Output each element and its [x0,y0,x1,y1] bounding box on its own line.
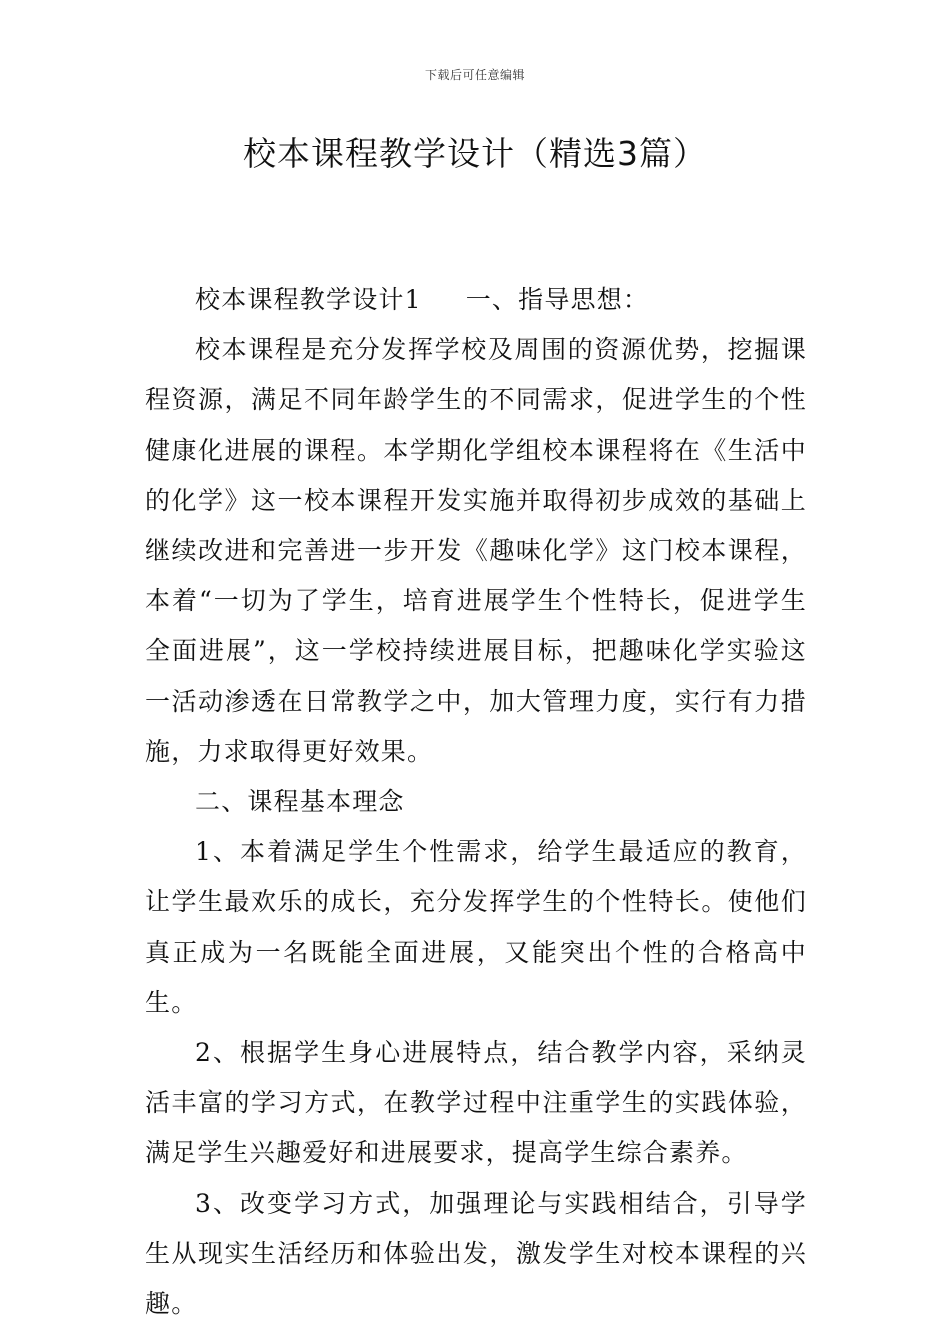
intro-line [145,275,807,325]
document-body [145,275,807,1329]
section-heading-basic-concept: 二、课程基本理念 [195,787,405,817]
paragraph-item-2: 2、根据学生身心进展特点，结合教学内容，采纳灵活丰富的学习方式，在教学过程中注重学生的实践体验，满足学生兴趣爱好和进展要求，提高学生综合素养。 [145,1038,807,1168]
header-note: 下载后可任意编辑 [424,68,525,82]
paragraph-overview: 校本课程是充分发挥学校及周围的资源优势，挖掘课程资源，满足不同年龄学生的不同需求，促进学生的个性健康化进展的课程。本学期化学组校本课程将在《生活中的化学》这一校本课程开发实施并取得初步成效的基础上继续改进和完善进一步开发《趣味化学》这门校本课程，本着“一切为了学生，培育进展学生个性特长，促进学生全面进展”，这一学校持续进展目标，把趣味化学实验这一活动渗透在日常教学之中，加大管理力度，实行有力措施，力求取得更好效果。 [145,335,807,766]
paragraph-item-1: 1、本着满足学生个性需求，给学生最适应的教育，让学生最欢乐的成长，充分发挥学生的个性特长。使他们真正成为一名既能全面进展，又能突出个性的合格高中生。 [145,837,807,1017]
section-heading-guiding-ideology: 一、指导思想： [465,285,650,314]
section-lead: 校本课程教学设计1 [195,285,422,314]
document-title: 校本课程教学设计（精选3篇） [243,134,707,173]
paragraph-item-3: 3、改变学习方式，加强理论与实践相结合，引导学生从现实生活经历和体验出发，激发学生对校本课程的兴趣。 [145,1188,807,1319]
